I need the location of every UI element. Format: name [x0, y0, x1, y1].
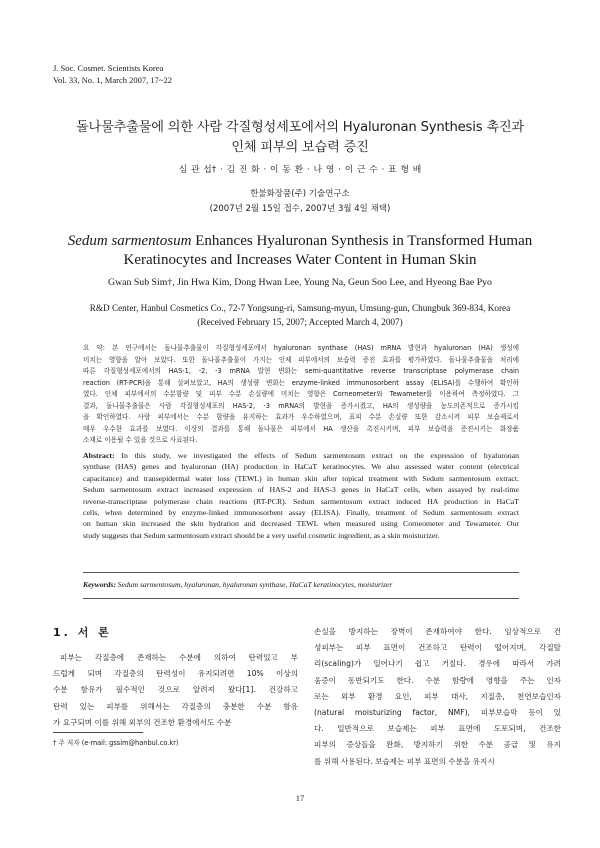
english-abstract-line: study suggests that Sedum sarmentosum extract should be a very useful cosmetic ingredient, as a skin moisturizer.	[83, 530, 440, 540]
korean-abstract-line: 따른 각질형성세포에서의 HAS-1, -2, -3 mRNA 발현 변화는 semi-quantitative reverse transcriptase polymerase chain	[83, 367, 519, 375]
body-text-line: 리(scaling)가 일어나기 쉽고 거칠다. 경우에 따라서 가려	[314, 659, 561, 669]
body-text-line: 로는 외부 환경 요인, 피부 대사, 지질층, 천연보습인자	[314, 691, 561, 701]
body-column-left	[53, 650, 298, 731]
body-text-line: 피부의 증상들을 완화, 방지하기 위한 수분 공급 및 유지	[314, 740, 561, 750]
body-column-right	[314, 624, 561, 770]
journal-name: J. Soc. Cosmet. Scientists Korea	[53, 63, 164, 73]
korean-abstract-line: 결과, 돌나물추출물은 사람 각질형성세포의 HAS-2, -3 mRNA의 발현을 증가시켰고, HA의 생성량을 농도의존적으로 증가시킴	[83, 401, 519, 410]
korean-affiliation-dates: (2007년 2월 15일 접수, 2007년 3월 4일 채택)	[209, 204, 391, 214]
english-affiliation-org: R&D Center, Hanbul Cosmetics Co., 72-7 Yongsung-ri, Samsung-myun, Umsung-gun, Chungbuk 369-834, Korea	[89, 303, 511, 313]
korean-abstract	[83, 343, 519, 447]
abstract-label: Abstract:	[83, 451, 115, 460]
english-abstract-line: reverse-transcriptase polymerase chain reactions (RT-PCR). Sedum sarmentosum extract induced HA production in HaCaT	[83, 496, 519, 506]
keywords-bottom-rule	[83, 598, 519, 599]
english-title-line-2: Keratinocytes and Increases Water Content in Human Skin	[123, 252, 477, 268]
english-abstract-line: synthase (HAS) genes and hyaluronan (HA) production in HaCaT keratinocytes. We also assessed water content (electrical	[83, 462, 519, 472]
keywords-label: Keywords:	[83, 580, 116, 589]
body-text-line: 드럽게 되며 각질층의 탄력성이 유지되려면 10% 이상의	[53, 669, 298, 679]
keywords	[83, 580, 519, 589]
korean-title	[40, 118, 560, 158]
korean-abstract-line: 매우 우수한 효과를 보였다. 이상의 결과를 통해 돌나물은 피부에서 HA 생산을 촉진시키며, 피부 보습력을 증진시키는 화장품	[83, 424, 519, 433]
english-abstract-line: on human skin increased the skin hydration and decreased TEWL when measured using Corneometer and Tewameter. Our	[83, 519, 519, 529]
korean-title-line-2: 인체 피부의 보습력 증진	[231, 140, 369, 155]
keywords-top-rule	[83, 572, 519, 573]
body-text-line: 를 위해 사용된다. 보습제는 피부 표면의 수분을 유지시	[314, 756, 495, 766]
english-abstract-line	[83, 450, 519, 461]
keywords-text: Sedum sarmentosum, hyaluronan, hyaluronan synthase, HaCaT keratinocytes, moisturizer	[115, 580, 393, 589]
korean-abstract-line: 요 약: 본 연구에서는 돌나물추출물이 각질형성세포에서 hyaluronan synthase (HAS) mRNA 발현과 hyaluronan (HA) 생성에	[83, 344, 519, 352]
body-text-line: 피부는 각질층에 존재하는 수분에 의하여 탄력있고 부	[60, 653, 298, 662]
korean-abstract-line: 미치는 영향을 알아 보았다. 또한 돌나물추출물이 가지는 인체 피부에서의 보습력 증진 효과를 평가하였다. 돌나물추출물을 처리에	[83, 355, 519, 364]
korean-abstract-line: 을 확인하였다. 사람 피부에서는 수분 함량을 유지하는 효과가 우수하였으며, 표피 수분 손실량 또한 감소시켜 피부 보습제로서	[83, 413, 519, 421]
english-title	[60, 232, 540, 270]
korean-abstract-line: reaction (RT-PCR)을 통해 살펴보았고, HA의 생성량 변화는 enzyme-linked immunosorbent assay (ELISA)를 수행하여 확인하	[83, 378, 519, 387]
english-affiliation-dates: (Received February 15, 2007; Accepted March 4, 2007)	[197, 317, 403, 327]
body-text-line: 손실을 방지하는 장벽이 존재하여야 한다. 임상적으로 건	[314, 627, 561, 636]
section-title: 서 론	[77, 626, 112, 639]
english-abstract-text: In this study, we investigated the effects of Sedum sarmentosum extract on the expression of hyaluronan	[114, 451, 519, 460]
english-authors: Gwan Sub Sim†, Jin Hwa Kim, Dong Hwan Lee, Young Na, Geun Soo Lee, and Hyeong Bae Pyo	[108, 277, 492, 288]
english-abstract-line: Sedum sarmentosum extract increased expression of HAS-2 and HAS-3 genes in HaCaT cells, when assayed by real-time	[83, 485, 519, 495]
body-text-line: 가 요구되며 이를 위해 외부의 건조한 환경에서도 수분	[53, 717, 232, 727]
korean-affiliation	[0, 187, 600, 217]
english-title-line-1	[60, 232, 540, 251]
species-name: Sedum sarmentosum	[67, 233, 192, 249]
english-abstract-line: capacitance) and transepidermal water loss (TEWL) in human skin after topical treatment with Sedum sarmentosum extract.	[83, 473, 519, 483]
korean-title-line-1: 돌나물추출물에 의한 사람 각질형성세포에서의 Hyaluronan Synthesis 촉진과	[76, 120, 524, 135]
korean-affiliation-org: 한불화장품(주) 기술연구소	[250, 189, 350, 199]
body-text-line: 움증이 동반되기도 한다. 수분 함량에 영향을 주는 인자	[314, 675, 561, 685]
page-number: 17	[295, 793, 305, 803]
footnote-rule	[53, 732, 143, 733]
section-number: 1.	[53, 626, 71, 639]
section-heading	[53, 624, 112, 640]
english-abstract-line: cells, when determined by enzyme-linked immunosorbent assay (ELISA). Finally, treatment of Sedum sarmentosum extract	[83, 508, 519, 518]
korean-abstract-line: 소재로 이용될 수 있을 것으로 사료된다.	[83, 436, 198, 444]
footnote: † 주 저자 (e-mail: gssim@hanbul.co.kr)	[53, 739, 179, 747]
body-text-line: (natural moisturizing factor, NMF), 피부보습막 등이 있	[314, 708, 561, 718]
english-abstract	[83, 450, 519, 541]
english-affiliation	[0, 301, 600, 329]
body-text-line: 성피부는 피부 표면이 건조하고 탄력이 떨어지며, 각질탈	[314, 643, 561, 653]
body-text-line: 다. 일반적으로 보습제는 피부 표면에 도포되며, 건조한	[314, 724, 561, 734]
journal-volume: Vol. 33, No. 1, March 2007, 17~22	[53, 75, 172, 85]
journal-citation	[53, 62, 172, 86]
korean-abstract-line: 였다. 인체 피부에서의 수분함량 및 피부 수분 손실량에 미치는 영향은 Corneometer와 Tewameter를 이용하여 측정하였다. 그	[83, 390, 519, 398]
body-text-line: 탄력 있는 피부를 위해서는 각질층의 충분한 수분 함유	[53, 701, 298, 711]
english-title-line-1-rest: Enhances Hyaluronan Synthesis in Transformed Human	[191, 233, 533, 249]
korean-authors: 심 관 섭† · 김 진 화 · 이 동 환 · 나 영 · 이 근 수 · 표 형 배	[178, 165, 422, 175]
body-text-line: 수분 함유가 필수적인 것으로 알려져 왔다[1]. 건강하고	[53, 685, 298, 695]
